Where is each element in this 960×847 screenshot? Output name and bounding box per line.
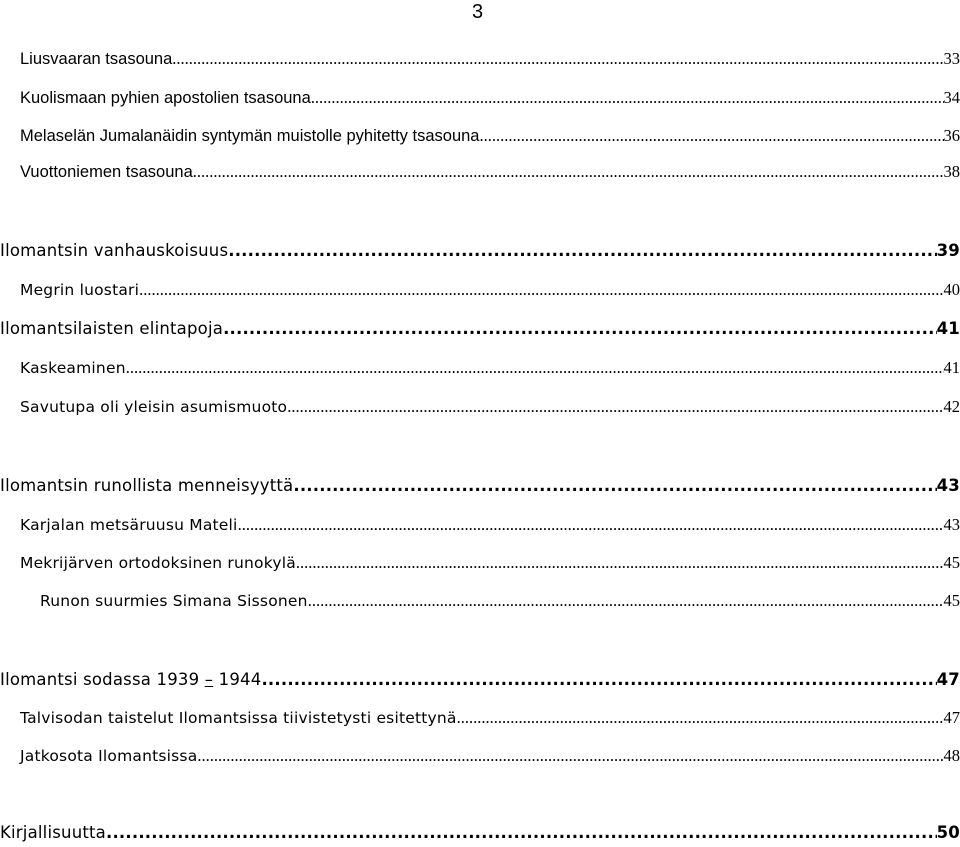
toc-chapter-page: 39	[936, 241, 960, 260]
toc-chapter-title: Ilomantsin runollista menneisyyttä	[0, 476, 294, 495]
toc-entry-title: Mekrijärven ortodoksinen runokylä	[20, 554, 296, 572]
toc-entry-title: Jatkosota Ilomantsissa	[20, 747, 198, 765]
toc-entry-title: Runon suurmies Simana Sissonen	[40, 592, 308, 610]
toc-entry-title: Melaselän Jumalanäidin syntymän muistolle pyhitetty tsasouna	[20, 127, 480, 145]
toc-entry[interactable]	[20, 397, 960, 417]
toc-entry[interactable]	[20, 358, 960, 378]
toc-entry-page: 45	[943, 591, 960, 610]
toc-leader	[228, 241, 936, 260]
toc-entry-page: 42	[943, 397, 960, 416]
toc-chapter-title: Kirjallisuutta	[0, 823, 106, 842]
toc-chapter-title: Ilomantsilaisten elintapoja	[0, 319, 224, 338]
toc-leader	[261, 670, 936, 689]
toc-leader	[172, 49, 943, 69]
toc-entry[interactable]	[40, 591, 960, 611]
toc-entry-page: 38	[943, 162, 960, 181]
toc-chapter-page: 50	[936, 823, 960, 842]
toc-entry[interactable]	[20, 553, 960, 573]
page-number: 3	[472, 1, 484, 23]
toc-entry-page: 41	[943, 358, 960, 377]
toc-chapter-title-pre: Ilomantsi sodassa 1939	[0, 670, 205, 689]
toc-entry-title: Talvisodan taistelut Ilomantsissa tiivistetysti esitettynä	[20, 709, 457, 727]
toc-entry[interactable]	[20, 49, 960, 69]
toc-leader	[287, 397, 943, 417]
toc-entry-page: 43	[943, 515, 960, 534]
toc-entry-title: Vuottoniemen tsasouna	[20, 163, 193, 181]
toc-leader	[139, 280, 943, 300]
toc-entry[interactable]	[20, 515, 960, 535]
toc-leader	[293, 476, 936, 495]
toc-entry-page: 45	[943, 553, 960, 572]
toc-chapter-title-dash: –	[204, 670, 214, 689]
toc-chapter-page: 47	[936, 670, 960, 689]
toc-leader	[106, 823, 937, 842]
toc-chapter-title-post: 1944	[213, 670, 262, 689]
toc-entry[interactable]	[20, 162, 960, 182]
toc-entry-title: Savutupa oli yleisin asumismuoto	[20, 398, 288, 416]
toc-entry-page: 33	[943, 49, 960, 68]
toc-leader	[480, 126, 944, 146]
toc-leader	[296, 553, 944, 573]
toc-entry-page: 47	[943, 708, 960, 727]
toc-entry-page: 40	[943, 280, 960, 299]
toc-entry[interactable]	[20, 88, 960, 108]
toc-entry[interactable]	[20, 708, 960, 728]
toc-leader	[223, 319, 937, 338]
toc-entry-title: Karjalan metsäruusu Mateli	[20, 516, 238, 534]
toc-entry-title: Liusvaaran tsasouna	[20, 50, 173, 68]
toc-chapter[interactable]	[0, 670, 960, 689]
toc-entry-title: Megrin luostari	[20, 281, 140, 299]
toc-leader	[193, 162, 944, 182]
toc-chapter-title: Ilomantsin vanhauskoisuus	[0, 241, 229, 260]
toc-chapter[interactable]	[0, 241, 960, 260]
toc-leader	[308, 591, 944, 611]
toc-leader	[457, 708, 944, 728]
toc-entry[interactable]	[20, 280, 960, 300]
toc-leader	[238, 515, 944, 535]
toc-chapter-page: 41	[936, 319, 960, 338]
toc-entry[interactable]	[20, 126, 960, 146]
toc-chapter[interactable]	[0, 476, 960, 495]
toc-leader	[126, 358, 944, 378]
toc-chapter-page: 43	[936, 476, 960, 495]
toc-entry-page: 48	[943, 746, 960, 765]
toc-chapter-title	[0, 670, 261, 689]
toc-entry-title: Kuolismaan pyhien apostolien tsasouna	[20, 89, 311, 107]
toc-entry-page: 36	[943, 126, 960, 145]
toc-entry[interactable]	[20, 746, 960, 766]
toc-leader	[197, 746, 943, 766]
toc-chapter[interactable]	[0, 823, 960, 842]
toc-entry-page: 34	[943, 88, 960, 107]
toc-entry-title: Kaskeaminen	[20, 359, 126, 377]
toc-chapter[interactable]	[0, 319, 960, 338]
toc-leader	[311, 88, 944, 108]
